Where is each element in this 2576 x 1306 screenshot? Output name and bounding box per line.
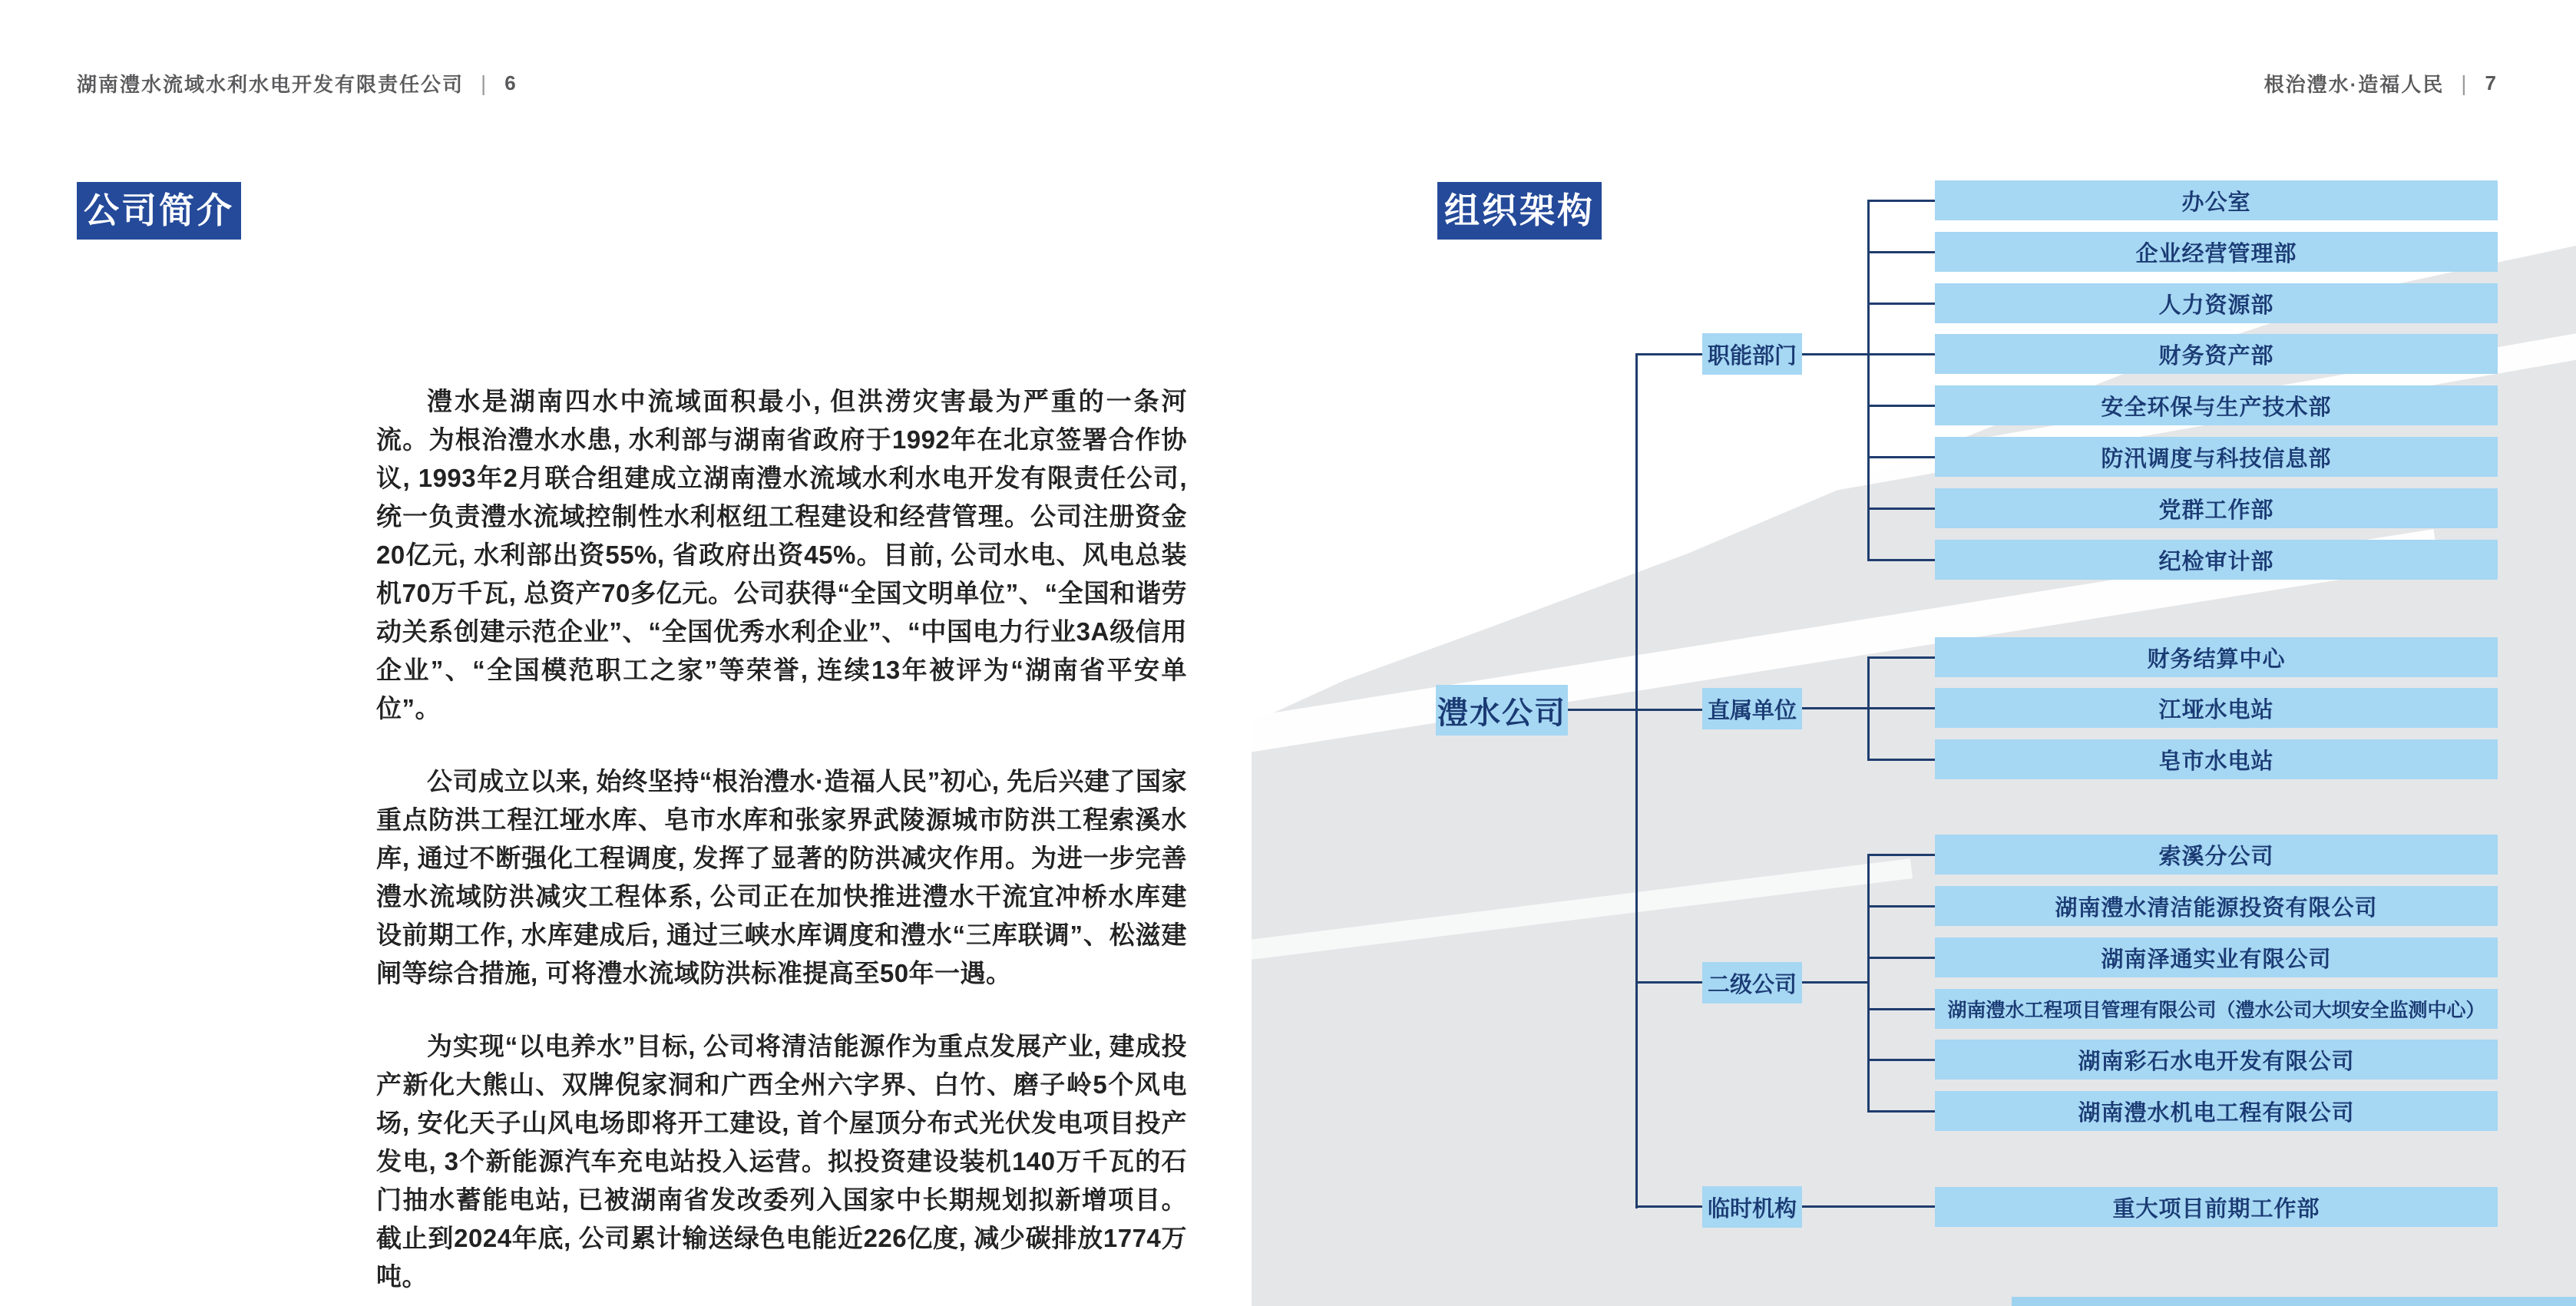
org-leaf-stub xyxy=(1867,759,1935,761)
company-slogan: 根治澧水·造福人民 xyxy=(2264,73,2445,96)
company-name: 湖南澧水流域水利水电开发有限责任公司 xyxy=(77,73,465,96)
org-leaf-stub xyxy=(1867,707,1935,709)
org-branch-connector xyxy=(1635,1205,1702,1208)
org-trunk-line xyxy=(1635,354,1638,1208)
page-number-right: 7 xyxy=(2485,71,2498,94)
org-branch-functional-departments: 职能部门 xyxy=(1702,333,1802,375)
org-leaf: 企业经营管理部 xyxy=(1935,232,2498,272)
org-leaf-stub xyxy=(1867,656,1935,659)
org-root-connector xyxy=(1568,709,1702,711)
org-leaf: 人力资源部 xyxy=(1935,283,2498,323)
org-leaf: 湖南澧水机电工程有限公司 xyxy=(1935,1091,2498,1131)
org-leaf: 办公室 xyxy=(1935,180,2498,220)
org-branch-connector xyxy=(1635,981,1702,984)
org-leaf: 安全环保与生产技术部 xyxy=(1935,385,2498,425)
org-branch-subsidiaries: 二级公司 xyxy=(1702,962,1802,1003)
org-leaf-stub xyxy=(1867,251,1935,253)
org-leaf-stub xyxy=(1867,1110,1935,1113)
org-leaf-stub xyxy=(1867,559,1935,561)
company-profile-text xyxy=(376,382,1187,1306)
org-leaf-stub xyxy=(1867,405,1935,407)
org-leaf: 索溪分公司 xyxy=(1935,835,2498,875)
org-branch-connector xyxy=(1635,353,1702,355)
photo-white-streak xyxy=(1252,859,1913,967)
org-leaf-stub xyxy=(1867,508,1935,510)
section-title-org-structure: 组织架构 xyxy=(1437,182,1602,240)
org-leaf: 财务结算中心 xyxy=(1935,637,2498,677)
org-bus-line-subsidiary xyxy=(1867,854,1870,1113)
org-leaf: 皂市水电站 xyxy=(1935,739,2498,779)
org-leaf-stub xyxy=(1867,905,1935,908)
page-number-left: 6 xyxy=(504,71,518,94)
org-branch-direct-units: 直属单位 xyxy=(1702,688,1802,729)
org-leaf: 湖南澧水工程项目管理有限公司（澧水公司大坝安全监测中心） xyxy=(1935,989,2498,1029)
page-header-left xyxy=(77,69,518,98)
org-leaf: 重大项目前期工作部 xyxy=(1935,1187,2498,1227)
org-leaf: 防汛调度与科技信息部 xyxy=(1935,437,2498,477)
org-leaf-stub xyxy=(1867,456,1935,458)
paragraph-flood-control: 公司成立以来, 始终坚持“根治澧水·造福人民”初心, 先后兴建了国家重点防洪工程江垭水库、皂市水库和张家界武陵源城市防洪工程索溪水库, 通过不断强化工程调度, 发挥了显著的防洪减灾作用。为进一步完善澧水流域防洪减灾工程体系, 公司正在加快推进澧水干流宜冲桥水库建设前期工作, 水库建成后, 通过三峡水库调度和澧水“三库联调”、松滋建闸等综合措施, 可将澧水流域防洪标准提高至50年一遇。 xyxy=(376,767,1187,987)
org-bus-connector xyxy=(1802,707,1867,709)
org-leaf-stub xyxy=(1867,854,1935,856)
org-leaf: 江垭水电站 xyxy=(1935,688,2498,728)
org-bus-connector xyxy=(1802,1205,1935,1208)
org-leaf-stub xyxy=(1867,957,1935,959)
org-bus-connector xyxy=(1802,981,1867,984)
org-leaf-stub xyxy=(1867,1059,1935,1061)
page-header-right xyxy=(2264,69,2498,98)
org-bus-connector xyxy=(1802,353,1867,355)
org-leaf: 纪检审计部 xyxy=(1935,540,2498,580)
section-title-company-profile: 公司简介 xyxy=(77,182,241,240)
header-divider: | xyxy=(2461,71,2469,95)
org-branch-temporary-orgs: 临时机构 xyxy=(1702,1186,1802,1228)
org-leaf-stub xyxy=(1867,1008,1935,1010)
paragraph-history: 澧水是湖南四水中流域面积最小, 但洪涝灾害最为严重的一条河流。为根治澧水水患, 水利部与湖南省政府于1992年在北京签署合作协议, 1993年2月联合组建成立湖南澧水流域水利水电开发有限责任公司, 统一负责澧水流域控制性水利枢纽工程建设和经营管理。公司注册资金20亿元, 水利部出资55%, 省政府出资45%。目前, 公司水电、风电总装机70万千瓦, 总资产70多亿元。公司获得“全国文明单位”、“全国和谐劳动关系创建示范企业”、“全国优秀水利企业”、“中国电力行业3A级信用企业”、“全国模范职工之家”等荣誉, 连续13年被评为“湖南省平安单位”。 xyxy=(376,387,1187,722)
org-leaf: 党群工作部 xyxy=(1935,488,2498,528)
org-root-lishui-company: 澧水公司 xyxy=(1436,685,1568,736)
org-leaf: 湖南澧水清洁能源投资有限公司 xyxy=(1935,886,2498,926)
bottom-blue-strip xyxy=(2012,1297,2576,1306)
org-leaf: 财务资产部 xyxy=(1935,334,2498,374)
org-leaf-stub xyxy=(1867,200,1935,202)
org-leaf-stub xyxy=(1867,303,1935,305)
org-leaf-stub xyxy=(1867,353,1935,355)
org-leaf: 湖南彩石水电开发有限公司 xyxy=(1935,1040,2498,1080)
paragraph-clean-energy: 为实现“以电养水”目标, 公司将清洁能源作为重点发展产业, 建成投产新化大熊山、双牌倪家洞和广西全州六字界、白竹、磨子岭5个风电场, 安化天子山风电场即将开工建设, 首个屋顶分布式光伏发电项目投产发电, 3个新能源汽车充电站投入运营。拟投资建设装机140万千瓦的石门抽水蓄能电站, 已被湖南省发改委列入国家中长期规划拟新增项目。截止到2024年底, 公司累计输送绿色电能近226亿度, 减少碳排放1774万吨。 xyxy=(376,1032,1187,1291)
org-leaf: 湖南泽通实业有限公司 xyxy=(1935,937,2498,977)
header-divider: | xyxy=(481,71,488,95)
